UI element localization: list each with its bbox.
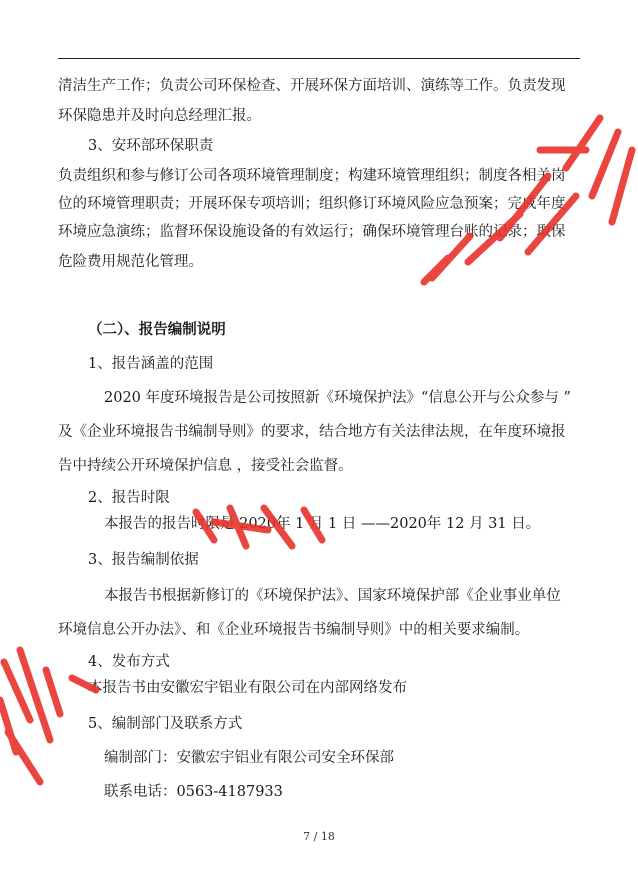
- para-line: 告中持续公开环境保护信息 ，接受社会监督。: [58, 458, 353, 474]
- subheading: 1、报告涵盖的范围: [88, 356, 214, 372]
- para-line: 环保隐患并及时向总经理汇报。: [58, 108, 261, 124]
- para-line: 及《企业环境报告书编制导则》的要求，结合地方有关法律法规，在年度环境报: [58, 424, 566, 440]
- contact-dept: 编制部门：安徽宏宇铝业有限公司安全环保部: [104, 750, 394, 766]
- para-line: 环境信息公开办法》、和《企业环境报告书编制导则》中的相关要求编制。: [58, 622, 530, 638]
- contact-phone: 联系电话：0563-4187933: [104, 784, 283, 800]
- subheading: 5、编制部门及联系方式: [88, 716, 243, 732]
- para-line: 清洁生产工作；负责公司环保检查、开展环保方面培训、演练等工作。负责发现: [58, 78, 566, 94]
- para-line: 环境应急演练；监督环保设施设备的有效运行；确保环境管理台账的记录；取保: [58, 224, 566, 240]
- para-line: 危险费用规范化管理。: [58, 254, 203, 270]
- subheading: 4、发布方式: [88, 654, 170, 670]
- subheading: 2、报告时限: [88, 490, 170, 506]
- subheading: 3、报告编制依据: [88, 552, 199, 568]
- para-line: 2020 年度环境报告是公司按照新《环境保护法》“信息公开与公众参与 ”: [104, 390, 571, 406]
- para-line: 本报告书根据新修订的《环境保护法》、国家环境保护部《企业事业单位: [104, 588, 561, 604]
- para-line: 位的环境管理职责；开展环保专项培训；组织修订环境风险应急预案；完成年度: [58, 196, 566, 212]
- subheading: 3、安环部环保职责: [88, 138, 214, 154]
- header-rule: [58, 58, 580, 59]
- para-line: 负责组织和参与修订公司各项环境管理制度；构建环境管理组织；制度各相关岗: [58, 168, 566, 184]
- page-number: 7 / 18: [303, 830, 335, 843]
- para-line: 本报告书由安徽宏宇铝业有限公司在内部网络发布: [88, 680, 407, 696]
- section-heading: （二）、报告编制说明: [88, 321, 226, 338]
- para-line: 本报告的报告时限是 2020年 1 月 1 日 ——2020年 12 月 31 日。: [104, 516, 541, 532]
